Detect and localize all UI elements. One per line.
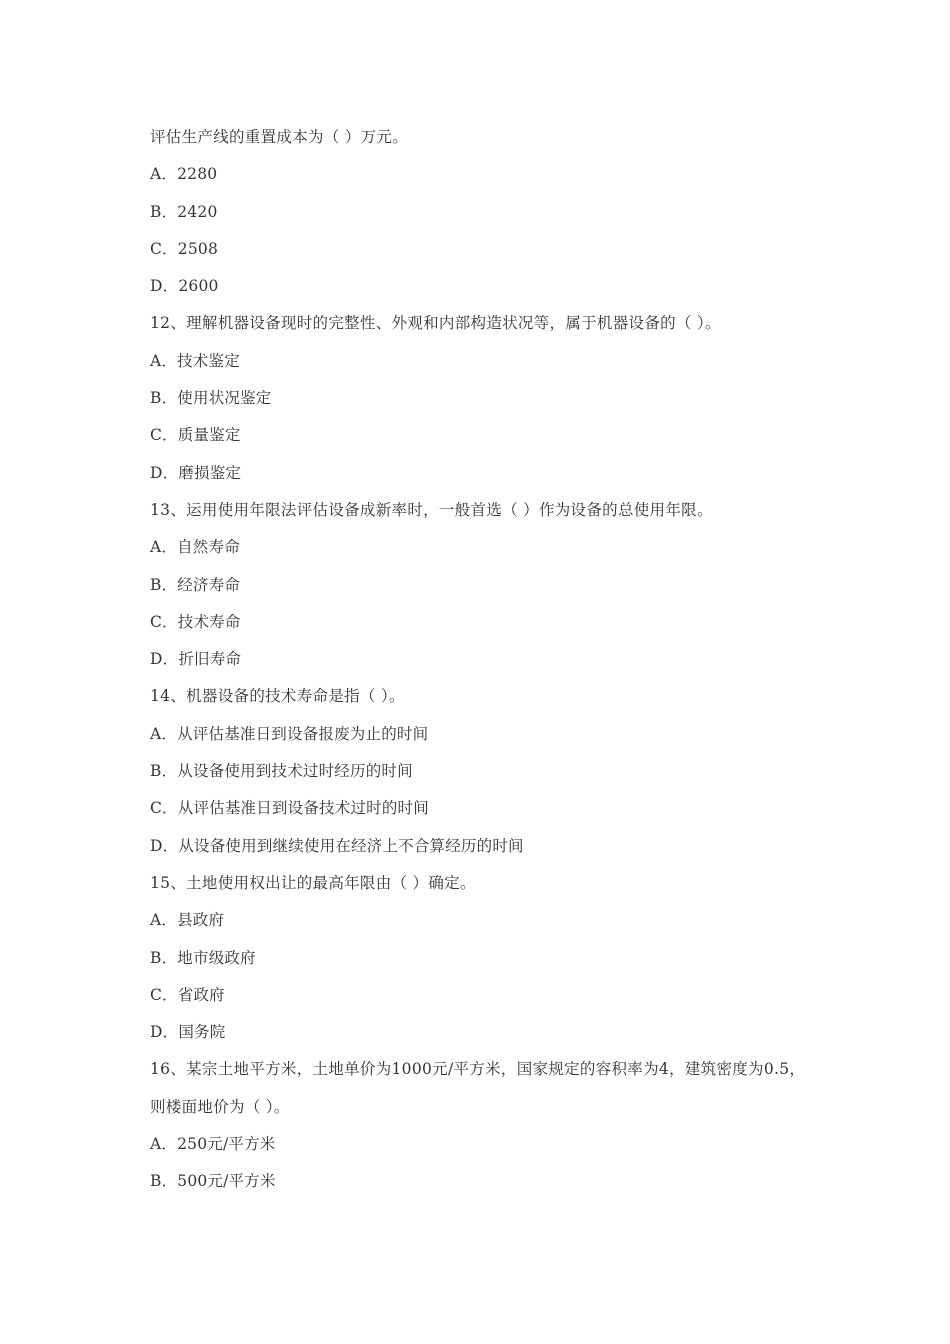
q14-option-d: D．从设备使用到继续使用在经济上不合算经历的时间 bbox=[150, 836, 524, 855]
question-15: 15、土地使用权出让的最高年限由（ ）确定。 bbox=[150, 873, 476, 892]
q16-option-b: B．500元/平方米 bbox=[150, 1172, 276, 1191]
q12-option-d: D．磨损鉴定 bbox=[150, 463, 242, 482]
question-text-continuation: 评估生产线的重置成本为（ ）万元。 bbox=[150, 128, 409, 146]
q13-option-d: D．折旧寿命 bbox=[150, 650, 242, 669]
option-a: A．2280 bbox=[150, 165, 218, 184]
q13-option-c: C．技术寿命 bbox=[150, 612, 241, 631]
option-c: C．2508 bbox=[150, 239, 219, 258]
q12-option-a: A．技术鉴定 bbox=[150, 351, 240, 370]
q12-option-c: C．质量鉴定 bbox=[150, 426, 241, 445]
q15-option-a: A．县政府 bbox=[150, 911, 225, 930]
q14-option-b: B．从设备使用到技术过时经历的时间 bbox=[150, 762, 413, 781]
question-12: 12、理解机器设备现时的完整性、外观和内部构造状况等，属于机器设备的（ ）。 bbox=[150, 314, 721, 333]
question-14: 14、机器设备的技术寿命是指（ ）。 bbox=[150, 687, 405, 706]
q15-option-c: C．省政府 bbox=[150, 985, 225, 1004]
q14-option-c: C．从评估基准日到设备技术过时的时间 bbox=[150, 799, 429, 818]
q14-option-a: A．从评估基准日到设备报废为止的时间 bbox=[150, 724, 429, 743]
option-b: B．2420 bbox=[150, 202, 218, 221]
question-13: 13、运用使用年限法评估设备成新率时，一般首选（ ）作为设备的总使用年限。 bbox=[150, 500, 713, 519]
q13-option-a: A．自然寿命 bbox=[150, 538, 240, 557]
q15-option-d: D．国务院 bbox=[150, 1023, 226, 1042]
q15-option-b: B．地市级政府 bbox=[150, 948, 256, 967]
q13-option-b: B．经济寿命 bbox=[150, 575, 241, 594]
question-16: 16、某宗土地平方米，土地单价为1000元/平方米，国家规定的容积率为4，建筑密度为0.5， bbox=[150, 1060, 806, 1079]
option-d: D．2600 bbox=[150, 277, 219, 296]
document-body bbox=[150, 119, 850, 1201]
q12-option-b: B．使用状况鉴定 bbox=[150, 389, 272, 408]
q16-option-a: A．250元/平方米 bbox=[150, 1135, 276, 1154]
question-16-continuation: 则楼面地价为（ ）。 bbox=[150, 1097, 290, 1116]
